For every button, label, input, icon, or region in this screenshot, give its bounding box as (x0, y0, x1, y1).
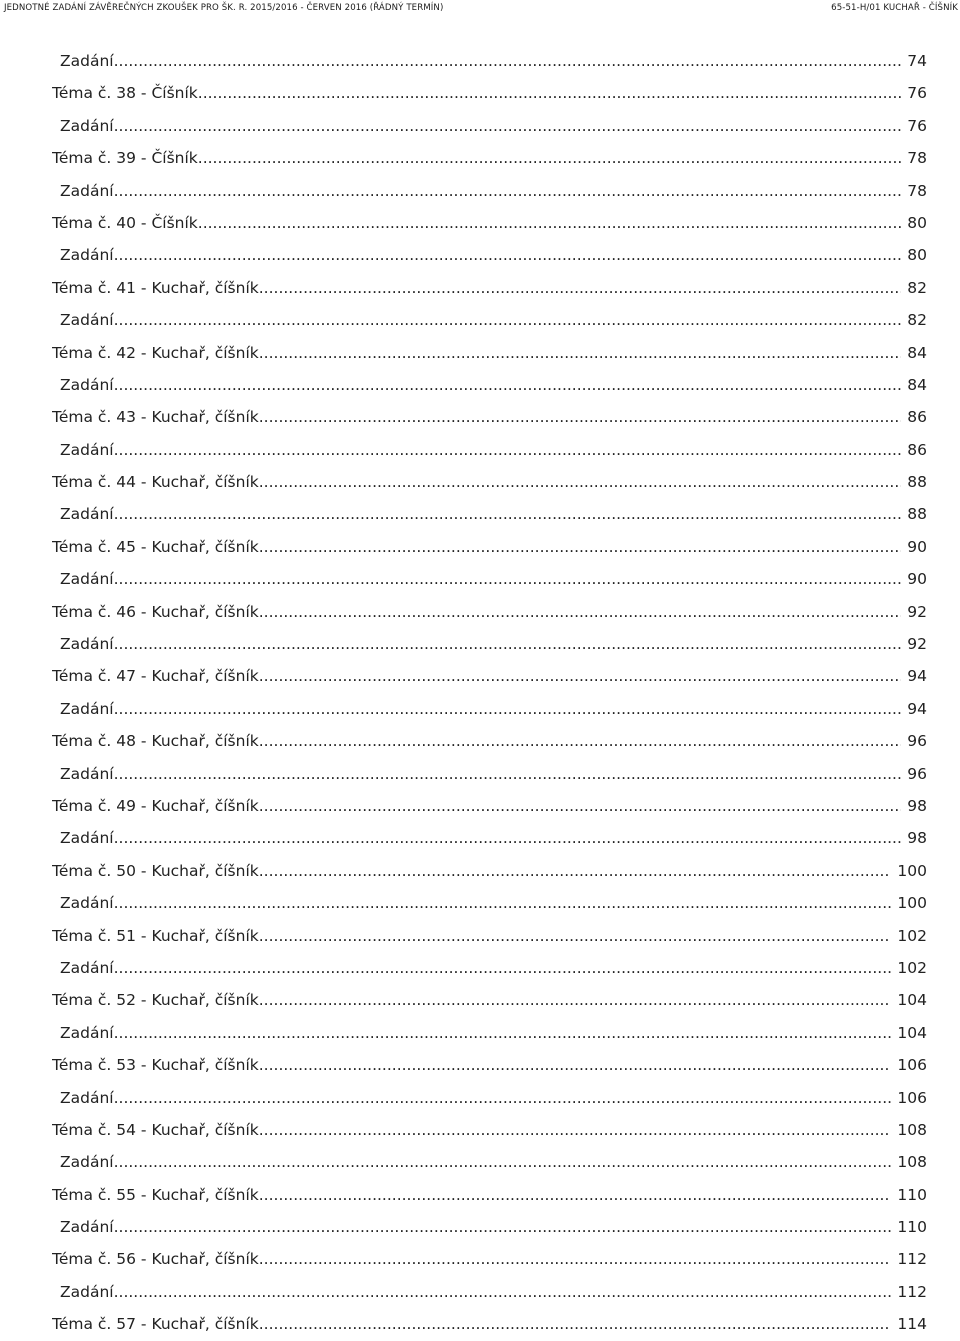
toc-page-number: 80 (907, 246, 927, 265)
toc-entry-title: Zadání (60, 1023, 114, 1042)
toc-dot-leader (114, 434, 902, 466)
toc-page-number: 96 (907, 732, 927, 751)
toc-page-number: 82 (907, 311, 927, 330)
toc-page-number: 102 (897, 958, 927, 977)
toc-dot-leader (259, 920, 892, 952)
toc-dot-leader (114, 887, 892, 919)
toc-entry-title: Zadání (60, 958, 114, 977)
toc-dot-leader (259, 790, 902, 822)
toc-entry-zadani[interactable] (52, 45, 927, 77)
toc-entry-title: Zadání (60, 570, 114, 589)
toc-entry-title: Zadání (60, 52, 114, 70)
toc-dot-leader (114, 563, 902, 595)
toc-dot-leader (259, 1114, 892, 1146)
toc-entry-title: Téma č. 43 - Kuchař, číšník (52, 408, 259, 427)
toc-page-number: 102 (897, 926, 927, 945)
toc-entry-title: Téma č. 57 - Kuchař, číšník (52, 1315, 259, 1334)
toc-entry-title: Téma č. 56 - Kuchař, číšník (52, 1250, 259, 1269)
toc-dot-leader (114, 693, 902, 725)
toc-entry-zadani[interactable] (52, 758, 927, 790)
toc-entry-title: Zadání (60, 246, 114, 265)
toc-dot-leader (259, 1179, 892, 1211)
toc-entry-title: Zadání (60, 1282, 114, 1301)
toc-entry-title: Téma č. 46 - Kuchař, číšník (52, 602, 259, 621)
toc-dot-leader (259, 855, 892, 887)
toc-entry-zadani[interactable] (52, 1017, 927, 1049)
toc-dot-leader (198, 77, 902, 109)
toc-page-number: 78 (907, 149, 927, 168)
toc-entry-tema[interactable] (52, 725, 927, 757)
toc-page-number: 106 (897, 1056, 927, 1075)
toc-dot-leader (114, 822, 902, 854)
toc-entry-title: Téma č. 41 - Kuchař, číšník (52, 278, 259, 297)
toc-entry-tema[interactable] (52, 207, 927, 239)
toc-entry-title: Zadání (60, 635, 114, 654)
toc-page-number: 110 (897, 1218, 927, 1237)
toc-entry-zadani[interactable] (52, 952, 927, 984)
toc-page-number: 82 (907, 278, 927, 297)
toc-dot-leader (259, 596, 902, 628)
toc-entry-tema[interactable] (52, 531, 927, 563)
toc-dot-leader (259, 660, 902, 692)
header-course-code: 65-51-H/01 KUCHAŘ - ČÍŠNÍK (831, 3, 958, 13)
toc-page-number: 84 (907, 375, 927, 394)
toc-entry-title: Téma č. 45 - Kuchař, číšník (52, 537, 259, 556)
toc-entry-title: Zadání (60, 1153, 114, 1172)
toc-entry-title: Téma č. 42 - Kuchař, číšník (52, 343, 259, 362)
toc-entry-title: Téma č. 50 - Kuchař, číšník (52, 861, 259, 880)
toc-entry-tema[interactable] (52, 790, 927, 822)
toc-entry-zadani[interactable] (52, 1146, 927, 1178)
toc-entry-zadani[interactable] (52, 369, 927, 401)
toc-dot-leader (259, 531, 902, 563)
toc-dot-leader (259, 272, 902, 304)
toc-page-number: 76 (907, 84, 927, 103)
toc-entry-tema[interactable] (52, 1308, 927, 1340)
toc-entry-title: Zadání (60, 311, 114, 330)
toc-entry-title: Zadání (60, 181, 114, 200)
toc-entry-zadani[interactable] (52, 239, 927, 271)
toc-entry-title: Téma č. 54 - Kuchař, číšník (52, 1120, 259, 1139)
toc-entry-title: Zadání (60, 440, 114, 459)
toc-entry-title: Téma č. 47 - Kuchař, číšník (52, 667, 259, 686)
toc-entry-title: Zadání (60, 699, 114, 718)
toc-page-number: 74 (907, 52, 927, 70)
toc-page-number: 92 (907, 635, 927, 654)
toc-entry-tema[interactable] (52, 1179, 927, 1211)
toc-page-number: 86 (907, 440, 927, 459)
toc-entry-zadani[interactable] (52, 1211, 927, 1243)
toc-page-number: 110 (897, 1185, 927, 1204)
toc-entry-zadani[interactable] (52, 693, 927, 725)
page-header (0, 0, 960, 17)
toc-entry-tema[interactable] (52, 142, 927, 174)
toc-page-number: 88 (907, 473, 927, 492)
toc-dot-leader (259, 337, 902, 369)
toc-entry-zadani[interactable] (52, 628, 927, 660)
toc-dot-leader (114, 304, 902, 336)
toc-page-number: 104 (897, 991, 927, 1010)
toc-page-number: 108 (897, 1120, 927, 1139)
toc-page-number: 100 (897, 894, 927, 913)
toc-entry-zadani[interactable] (52, 887, 927, 919)
toc-entry-title: Téma č. 51 - Kuchař, číšník (52, 926, 259, 945)
toc-page-number: 90 (907, 570, 927, 589)
toc-entry-tema[interactable] (52, 1243, 927, 1275)
toc-page-number: 98 (907, 829, 927, 848)
toc-entry-tema[interactable] (52, 660, 927, 692)
toc-entry-tema[interactable] (52, 466, 927, 498)
toc-dot-leader (114, 498, 902, 530)
toc-dot-leader (114, 45, 902, 77)
toc-entry-title: Zadání (60, 116, 114, 135)
toc-entry-zadani[interactable] (52, 304, 927, 336)
toc-page-number: 104 (897, 1023, 927, 1042)
toc-entry-zadani[interactable] (52, 822, 927, 854)
toc-dot-leader (259, 984, 892, 1016)
toc-dot-leader (114, 175, 902, 207)
toc-page-number: 112 (897, 1250, 927, 1269)
toc-page-number: 94 (907, 699, 927, 718)
toc-dot-leader (259, 1243, 892, 1275)
toc-dot-leader (114, 628, 902, 660)
toc-page-number: 114 (897, 1315, 927, 1334)
toc-dot-leader (114, 110, 902, 142)
toc-entry-zadani[interactable] (52, 110, 927, 142)
toc-page-number: 98 (907, 796, 927, 815)
toc-entry-zadani[interactable] (52, 1082, 927, 1114)
toc-dot-leader (259, 1049, 892, 1081)
toc-page-number: 80 (907, 213, 927, 232)
toc-dot-leader (259, 725, 902, 757)
toc-page-number: 92 (907, 602, 927, 621)
toc-dot-leader (198, 207, 902, 239)
toc-entry-zadani[interactable] (52, 498, 927, 530)
table-of-contents (52, 45, 927, 1341)
toc-dot-leader (114, 1082, 892, 1114)
toc-entry-tema[interactable] (52, 596, 927, 628)
toc-page-number: 86 (907, 408, 927, 427)
toc-entry-title: Téma č. 52 - Kuchař, číšník (52, 991, 259, 1010)
toc-dot-leader (114, 758, 902, 790)
toc-entry-title: Téma č. 44 - Kuchař, číšník (52, 473, 259, 492)
toc-page-number: 106 (897, 1088, 927, 1107)
toc-entry-title: Zadání (60, 505, 114, 524)
toc-entry-tema[interactable] (52, 855, 927, 887)
toc-entry-title: Téma č. 49 - Kuchař, číšník (52, 796, 259, 815)
toc-dot-leader (114, 239, 902, 271)
toc-entry-title: Zadání (60, 764, 114, 783)
toc-entry-zadani[interactable] (52, 1276, 927, 1308)
toc-dot-leader (114, 952, 892, 984)
header-title: JEDNOTNÉ ZADÁNÍ ZÁVĚREČNÝCH ZKOUŠEK PRO ŠK. R. 2015/2016 - ČERVEN 2016 (ŘÁDNÝ TERMÍN) (4, 3, 444, 13)
toc-dot-leader (114, 1146, 892, 1178)
toc-page-number: 84 (907, 343, 927, 362)
toc-entry-title: Téma č. 53 - Kuchař, číšník (52, 1056, 259, 1075)
toc-entry-title: Zadání (60, 1218, 114, 1237)
toc-entry-zadani[interactable] (52, 175, 927, 207)
toc-dot-leader (114, 1211, 892, 1243)
toc-entry-tema[interactable] (52, 77, 927, 109)
toc-page-number: 96 (907, 764, 927, 783)
toc-dot-leader (259, 466, 902, 498)
toc-page-number: 90 (907, 537, 927, 556)
toc-entry-title: Téma č. 38 - Číšník (52, 84, 198, 103)
toc-dot-leader (114, 1017, 892, 1049)
toc-dot-leader (114, 1276, 892, 1308)
toc-page-number: 78 (907, 181, 927, 200)
toc-entry-title: Téma č. 39 - Číšník (52, 149, 198, 168)
toc-entry-tema[interactable] (52, 1114, 927, 1146)
toc-page-number: 112 (897, 1282, 927, 1301)
toc-entry-tema[interactable] (52, 984, 927, 1016)
toc-entry-zadani[interactable] (52, 563, 927, 595)
toc-entry-tema[interactable] (52, 272, 927, 304)
toc-entry-title: Téma č. 40 - Číšník (52, 213, 198, 232)
toc-page-number: 94 (907, 667, 927, 686)
toc-page-number: 108 (897, 1153, 927, 1172)
toc-entry-title: Zadání (60, 375, 114, 394)
toc-page-number: 76 (907, 116, 927, 135)
toc-dot-leader (259, 1308, 892, 1340)
toc-dot-leader (259, 401, 902, 433)
toc-entry-tema[interactable] (52, 1049, 927, 1081)
toc-entry-title: Téma č. 48 - Kuchař, číšník (52, 732, 259, 751)
toc-dot-leader (114, 369, 902, 401)
toc-dot-leader (198, 142, 902, 174)
toc-entry-zadani[interactable] (52, 434, 927, 466)
toc-entry-tema[interactable] (52, 920, 927, 952)
toc-entry-title: Zadání (60, 829, 114, 848)
toc-entry-title: Téma č. 55 - Kuchař, číšník (52, 1185, 259, 1204)
toc-entry-tema[interactable] (52, 337, 927, 369)
toc-entry-tema[interactable] (52, 401, 927, 433)
toc-entry-title: Zadání (60, 1088, 114, 1107)
toc-page-number: 100 (897, 861, 927, 880)
toc-page-number: 88 (907, 505, 927, 524)
toc-entry-title: Zadání (60, 894, 114, 913)
